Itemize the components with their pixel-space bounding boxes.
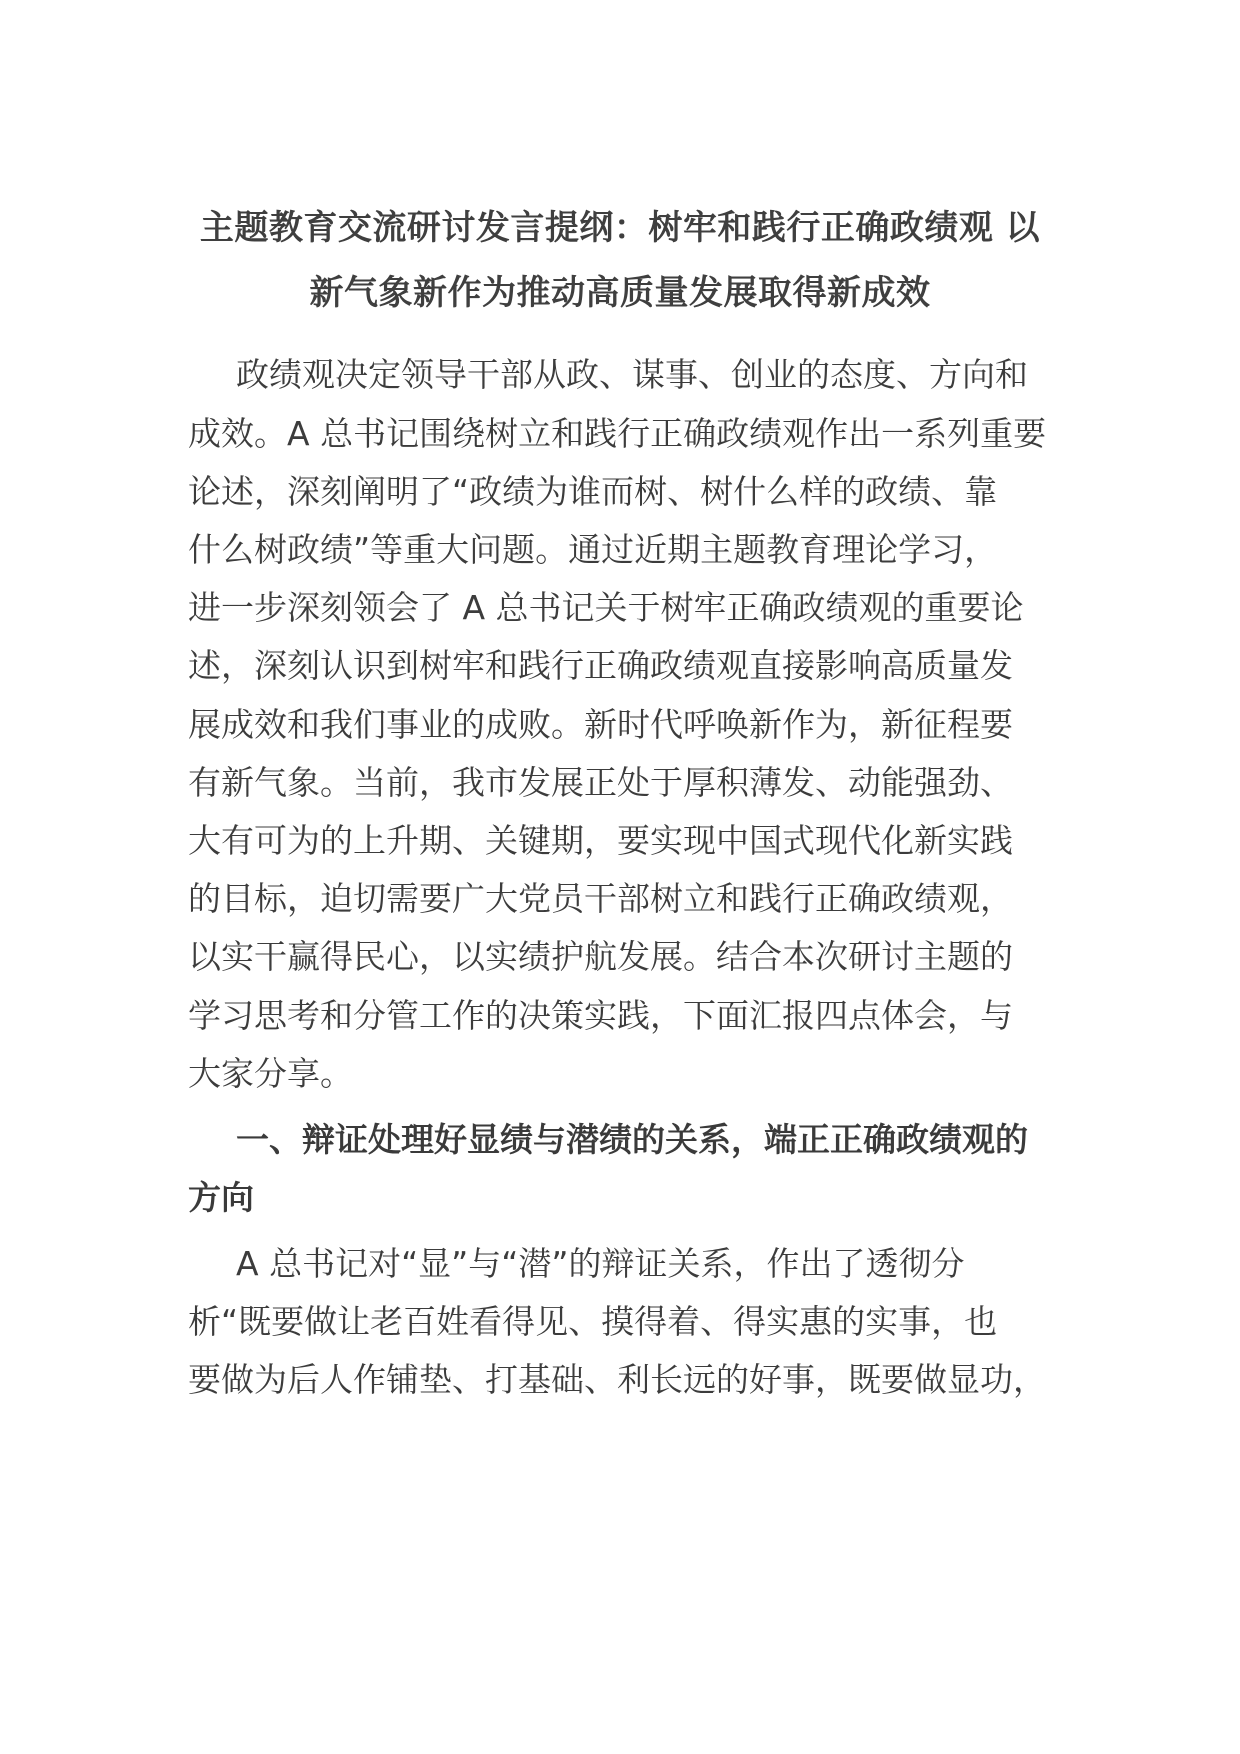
paragraph-line: 有新气象。当前，我市发展正处于厚积薄发、动能强劲、 xyxy=(188,763,1013,802)
paragraph-line: A 总书记对“显”与“潜”的辩证关系，作出了透彻分 xyxy=(236,1244,965,1283)
section-heading: 一、辩证处理好显绩与潜绩的关系，端正正确政绩观的 xyxy=(236,1120,1028,1159)
document-title: 主题教育交流研讨发言提纲：树牢和践行正确政绩观 以新气象新作为推动高质量发展取得新成效 xyxy=(199,208,1041,313)
paragraph-line: 述，深刻认识到树牢和践行正确政绩观直接影响高质量发 xyxy=(188,646,1013,685)
paragraph-line: 大家分享。 xyxy=(188,1054,353,1093)
paragraph-line: 学习思考和分管工作的决策实践，下面汇报四点体会，与 xyxy=(188,996,1013,1035)
paragraph-line: 的目标，迫切需要广大党员干部树立和践行正确政绩观， xyxy=(188,879,1013,918)
paragraph-line: 进一步深刻领会了 A 总书记关于树牢正确政绩观的重要论 xyxy=(188,588,1024,627)
paragraph-line: 要做为后人作铺垫、打基础、利长远的好事，既要做显功， xyxy=(188,1360,1046,1399)
paragraph-line: 展成效和我们事业的成败。新时代呼唤新作为，新征程要 xyxy=(188,705,1013,744)
section-heading: 方向 xyxy=(188,1178,254,1217)
paragraph-line: 政绩观决定领导干部从政、谋事、创业的态度、方向和 xyxy=(236,355,1028,394)
paragraph-line: 成效。A 总书记围绕树立和践行正确政绩观作出一系列重要 xyxy=(188,414,1047,453)
paragraph-line: 论述，深刻阐明了“政绩为谁而树、树什么样的政绩、靠 xyxy=(188,472,998,511)
paragraph-line: 大有可为的上升期、关键期，要实现中国式现代化新实践 xyxy=(188,821,1013,860)
paragraph-line: 析“既要做让老百姓看得见、摸得着、得实惠的实事，也 xyxy=(188,1302,998,1341)
paragraph-line: 什么树政绩”等重大问题。通过近期主题教育理论学习， xyxy=(188,530,998,569)
paragraph-line: 以实干赢得民心，以实绩护航发展。结合本次研讨主题的 xyxy=(188,937,1013,976)
